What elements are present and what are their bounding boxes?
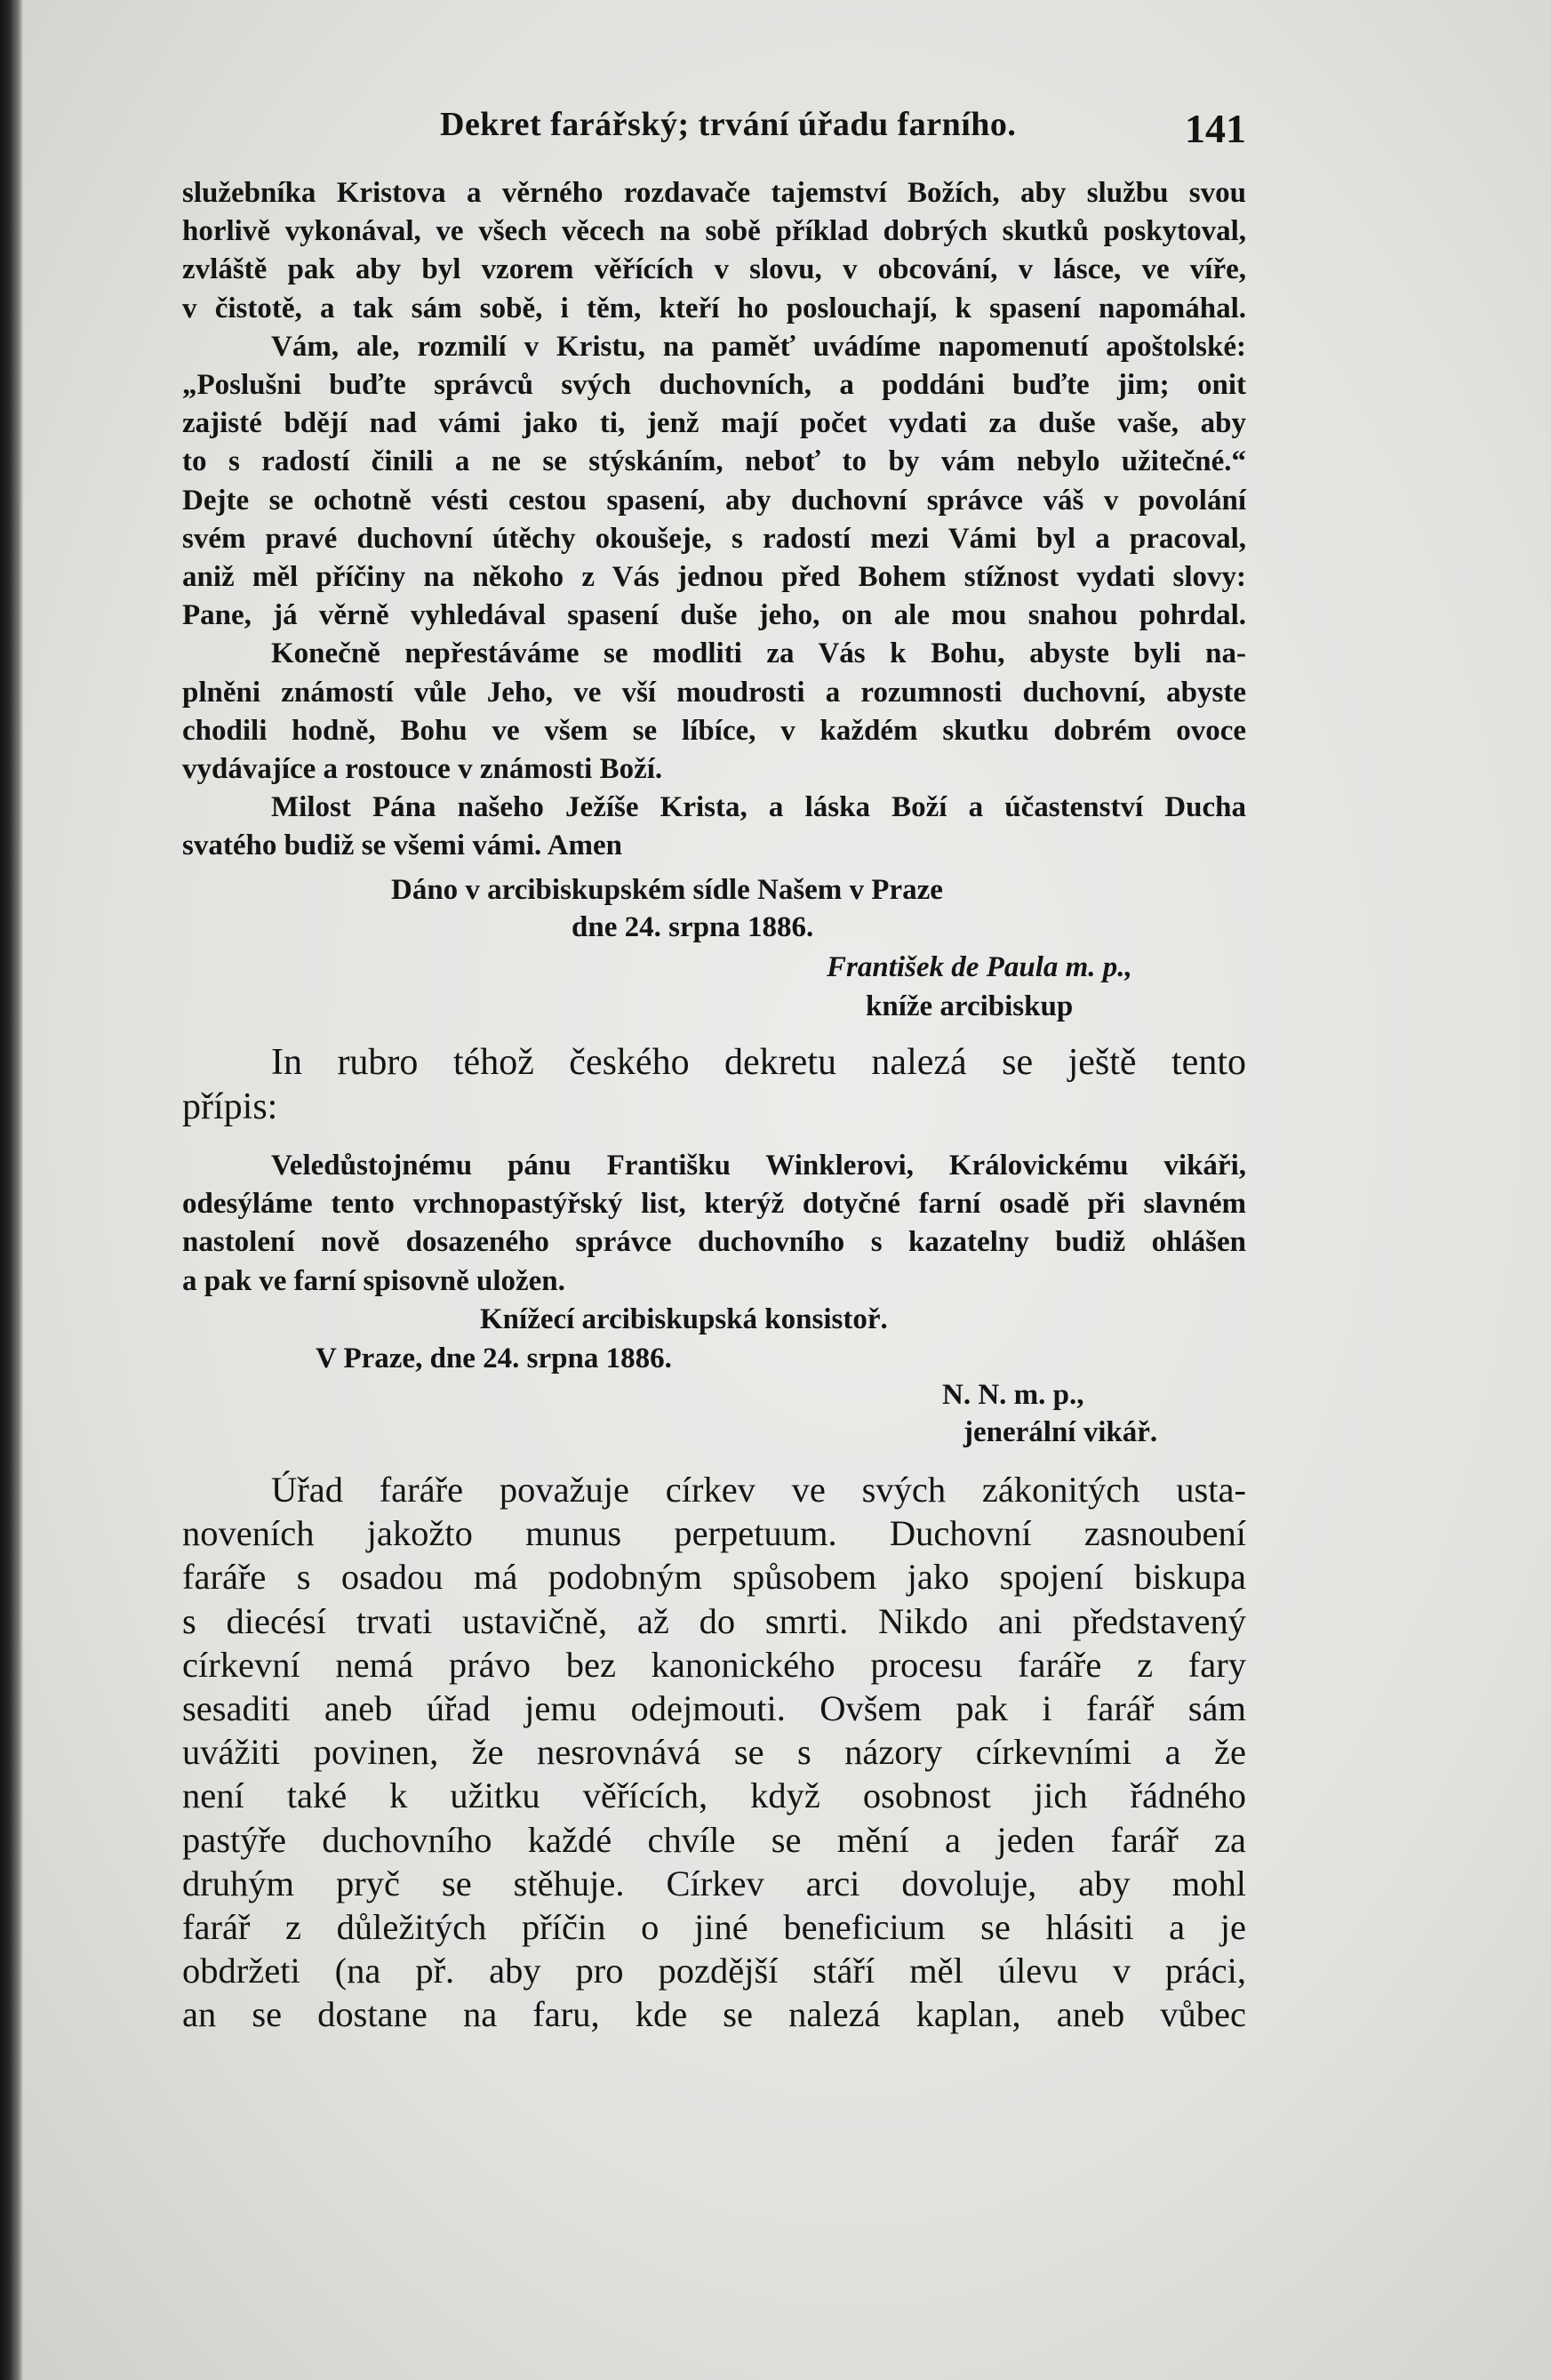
body-line: farář z důležitých příčin o jiné beneficium se hlásiti a je bbox=[182, 1907, 1246, 1948]
letter-line: chodili hodně, Bohu ve všem se líbíce, v každém skutku dobrém ovoce bbox=[182, 714, 1246, 747]
binding-edge bbox=[0, 0, 23, 2380]
letter-line: svém pravé duchovní útěchy okoušeje, s radostí mezi Vámi byl a pracoval, bbox=[182, 522, 1246, 555]
rubro-intro-line: In rubro téhož českého dekretu nalezá se ještě tento bbox=[271, 1042, 1246, 1083]
rubro-office: Knížecí arcibiskupská konsistoř. bbox=[480, 1303, 888, 1335]
letter-line: Pane, já věrně vyhledával spasení duše jeho, on ale mou snahou pohrdal. bbox=[182, 599, 1246, 632]
letter-line: vydávajíce a rostouce v známosti Boží. bbox=[182, 753, 663, 786]
letter-line: Konečně nepřestáváme se modliti za Vás k Bohu, abyste byli na- bbox=[271, 637, 1246, 670]
letter-line: zvláště pak aby byl vzorem věřících v slovu, v obcování, v lásce, ve víře, bbox=[182, 253, 1246, 286]
letter-line: svatého budiž se všemi vámi. Amen bbox=[182, 829, 622, 862]
rubro-place-date: V Praze, dne 24. srpna 1886. bbox=[316, 1342, 672, 1374]
rubro-line: Veledůstojnému pánu Františku Winklerovi, Královickému vikáři, bbox=[271, 1150, 1246, 1182]
letter-line: horlivě vykonával, ve všech věcech na sobě příklad dobrých skutků poskytoval, bbox=[182, 215, 1246, 248]
letter-date-line-1: Dáno v arcibiskupském sídle Našem v Praze bbox=[391, 874, 943, 906]
body-line: druhým pryč se stěhuje. Církev arci dovoluje, aby mohl bbox=[182, 1863, 1246, 1903]
body-line: obdržeti (na př. aby pro pozdější stáří měl úlevu v práci, bbox=[182, 1951, 1246, 1991]
body-line: pastýře duchovního každé chvíle se mění a jeden farář za bbox=[182, 1819, 1246, 1860]
body-line: s diecésí trvati ustavičně, až do smrti. Nikdo ani představený bbox=[182, 1600, 1246, 1641]
body-line: není také k užitku věřících, když osobnost jich řádného bbox=[182, 1775, 1246, 1816]
rubro-line: odesýláme tento vrchnopastýřský list, kterýž dotyčné farní osadě při slavném bbox=[182, 1188, 1246, 1221]
letter-line: v čistotě, a tak sám sobě, i těm, kteří ho poslouchají, k spasení napomáhal. bbox=[182, 292, 1246, 325]
running-title: Dekret farářský; trvání úřadu farního. bbox=[440, 106, 1017, 143]
letter-text bbox=[182, 174, 1246, 866]
body-text bbox=[182, 1468, 1246, 2037]
page-number: 141 bbox=[1185, 106, 1246, 151]
rubro-signature-name: N. N. m. p., bbox=[942, 1379, 1084, 1411]
body-line: faráře s osadou má podobným spůsobem jako spojení biskupa bbox=[182, 1557, 1246, 1598]
letter-line: zajisté bdějí nad vámi jako ti, jenž mají počet vydati za duše vaše, aby bbox=[182, 407, 1246, 440]
rubro-intro-line: přípis: bbox=[182, 1086, 278, 1127]
body-line: sesaditi aneb úřad jemu odejmouti. Ovšem pak i farář sám bbox=[182, 1688, 1246, 1729]
letter-line: aniž měl příčiny na někoho z Vás jednou před Bohem stížnost vydati slovy: bbox=[182, 561, 1246, 594]
rubro-text bbox=[182, 1147, 1246, 1301]
letter-line: „Poslušni buďte správců svých duchovních, a poddáni buďte jim; onit bbox=[182, 369, 1246, 402]
letter-line: služebníka Kristova a věrného rozdavače tajemství Božích, aby službu svou bbox=[182, 177, 1246, 209]
rubro-signature-title: jenerální vikář. bbox=[963, 1416, 1158, 1448]
letter-signature-name: František de Paula m. p., bbox=[827, 951, 1132, 983]
page-header bbox=[182, 105, 1246, 158]
body-line: uvážiti povinen, že nesrovnává se s názory církevními a že bbox=[182, 1732, 1246, 1773]
letter-line: Vám, ale, rozmilí v Kristu, na paměť uvádíme napomenutí apoštolské: bbox=[271, 330, 1246, 363]
letter-line: to s radostí činili a ne se stýskáním, neboť to by vám nebylo užitečné.“ bbox=[182, 445, 1246, 478]
body-line: noveních jakožto munus perpetuum. Duchovní zasnoubení bbox=[182, 1513, 1246, 1554]
letter-line: Dejte se ochotně vésti cestou spasení, aby duchovní správce váš v povolání bbox=[182, 484, 1246, 517]
body-line: an se dostane na faru, kde se nalezá kaplan, aneb vůbec bbox=[182, 1994, 1246, 2035]
rubro-line: a pak ve farní spisovně uložen. bbox=[182, 1264, 565, 1297]
body-line: Úřad faráře považuje církev ve svých zákonitých usta- bbox=[271, 1470, 1246, 1510]
letter-signature-title: kníže arcibiskup bbox=[866, 990, 1074, 1022]
rubro-line: nastolení nově dosazeného správce duchovního s kazatelny budiž ohlášen bbox=[182, 1226, 1246, 1259]
body-line: církevní nemá právo bez kanonického procesu faráře z fary bbox=[182, 1644, 1246, 1685]
rubro-intro bbox=[182, 1040, 1246, 1129]
letter-line: plněni známostí vůle Jeho, ve vší moudrosti a rozumnosti duchovní, abyste bbox=[182, 676, 1246, 709]
letter-date-line-2: dne 24. srpna 1886. bbox=[572, 911, 814, 943]
letter-line: Milost Pána našeho Ježíše Krista, a láska Boží a účastenství Ducha bbox=[271, 791, 1246, 824]
